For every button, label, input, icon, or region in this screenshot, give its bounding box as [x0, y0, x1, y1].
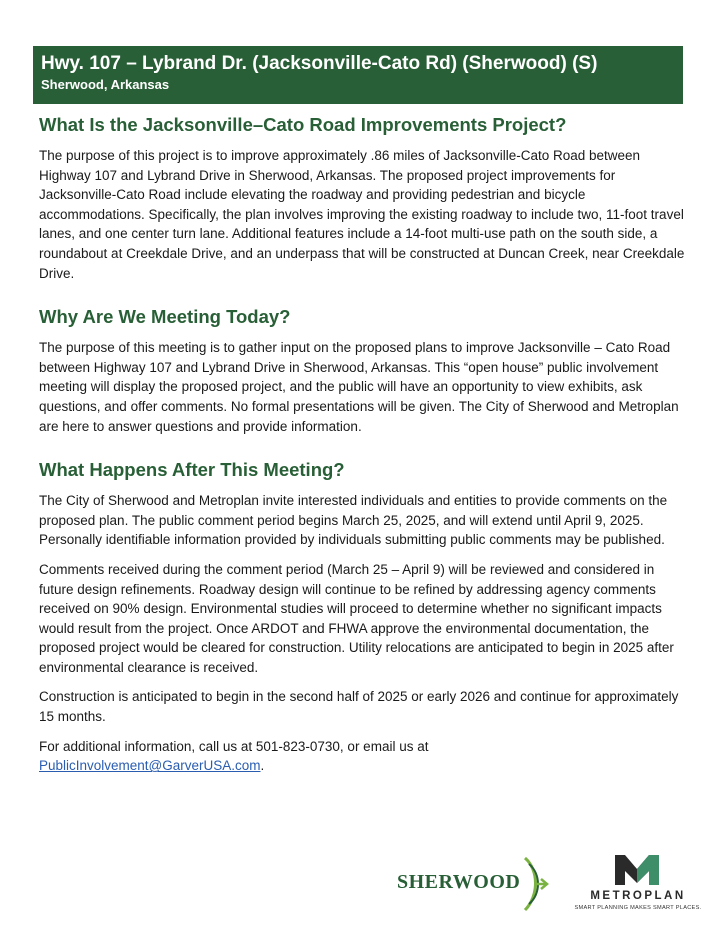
paragraph: Comments received during the comment period (March 25 – April 9) will be reviewed and considered in future design refinements. Roadway design will continue to be refined by addressing agency comments received on 90% design. Environmental studies will proceed to determine whether no significant impacts would result from the project. Once ARDOT and FHWA approve the environmental documentation, the proposed project would be cleared for construction. Utility relocations are anticipated to begin in 2025 after environmental clearance is received. [39, 561, 674, 675]
metroplan-m-icon [613, 853, 661, 887]
section-meeting-purpose [39, 305, 689, 436]
section-heading: Why Are We Meeting Today? [39, 306, 291, 328]
metroplan-logo [573, 853, 703, 915]
contact-text: For additional information, call us at 501-823-0730, or email us at [39, 738, 429, 754]
contact-paragraph [39, 737, 689, 776]
contact-email-link[interactable]: PublicInvolvement@GarverUSA.com [39, 758, 261, 774]
sherwood-logo [397, 856, 557, 912]
section-heading: What Happens After This Meeting? [39, 459, 345, 481]
metroplan-wordmark: METROPLAN [590, 890, 686, 902]
page-title: Hwy. 107 – Lybrand Dr. (Jacksonville-Cato Rd) (Sherwood) (S) [41, 53, 598, 74]
contact-end: . [260, 758, 265, 774]
sherwood-leaf-icon [521, 856, 549, 912]
paragraph: The purpose of this project is to improve approximately .86 miles of Jacksonville-Cato Road between Highway 107 and Lybrand Drive in Sherwood, Arkansas. The proposed project improvements for Jacksonville-Cato Road include elevating the roadway and providing pedestrian and bicycle accommodations. Specifically, the plan involves improving the existing roadway to include two, 11-foot travel lanes, and one center turn lane. Additional features include a 14-foot multi-use path on the south side, a roundabout at Creekdale Drive, and an underpass that will be constructed at Duncan Creek, near Creekdale Drive. [39, 148, 685, 281]
paragraph: Construction is anticipated to begin in the second half of 2025 or early 2026 and continue for approximately 15 months. [39, 689, 679, 725]
section-next-steps [39, 458, 689, 776]
metroplan-tagline: SMART PLANNING MAKES SMART PLACES. [574, 905, 702, 911]
paragraph: The purpose of this meeting is to gather input on the proposed plans to improve Jacksonville – Cato Road between Highway 107 and Lybrand Drive in Sherwood, Arkansas. This “open house” public involvement meeting will display the proposed project, and the public will have an opportunity to view exhibits, ask questions, and offer comments. No formal presentations will be given. The City of Sherwood and Metroplan are here to answer questions and provide information. [39, 340, 679, 434]
section-project-overview [39, 113, 689, 283]
page-subtitle: Sherwood, Arkansas [41, 77, 170, 92]
paragraph: The City of Sherwood and Metroplan invite interested individuals and entities to provide comments on the proposed plan. The public comment period begins March 25, 2025, and will extend until April 9, 2025. Personally identifiable information provided by individuals submitting public comments may be published. [39, 493, 668, 548]
section-heading: What Is the Jacksonville–Cato Road Improvements Project? [39, 114, 567, 135]
document-body [39, 113, 689, 798]
sherwood-wordmark: SHERWOOD [397, 871, 521, 893]
header-banner [33, 46, 683, 104]
